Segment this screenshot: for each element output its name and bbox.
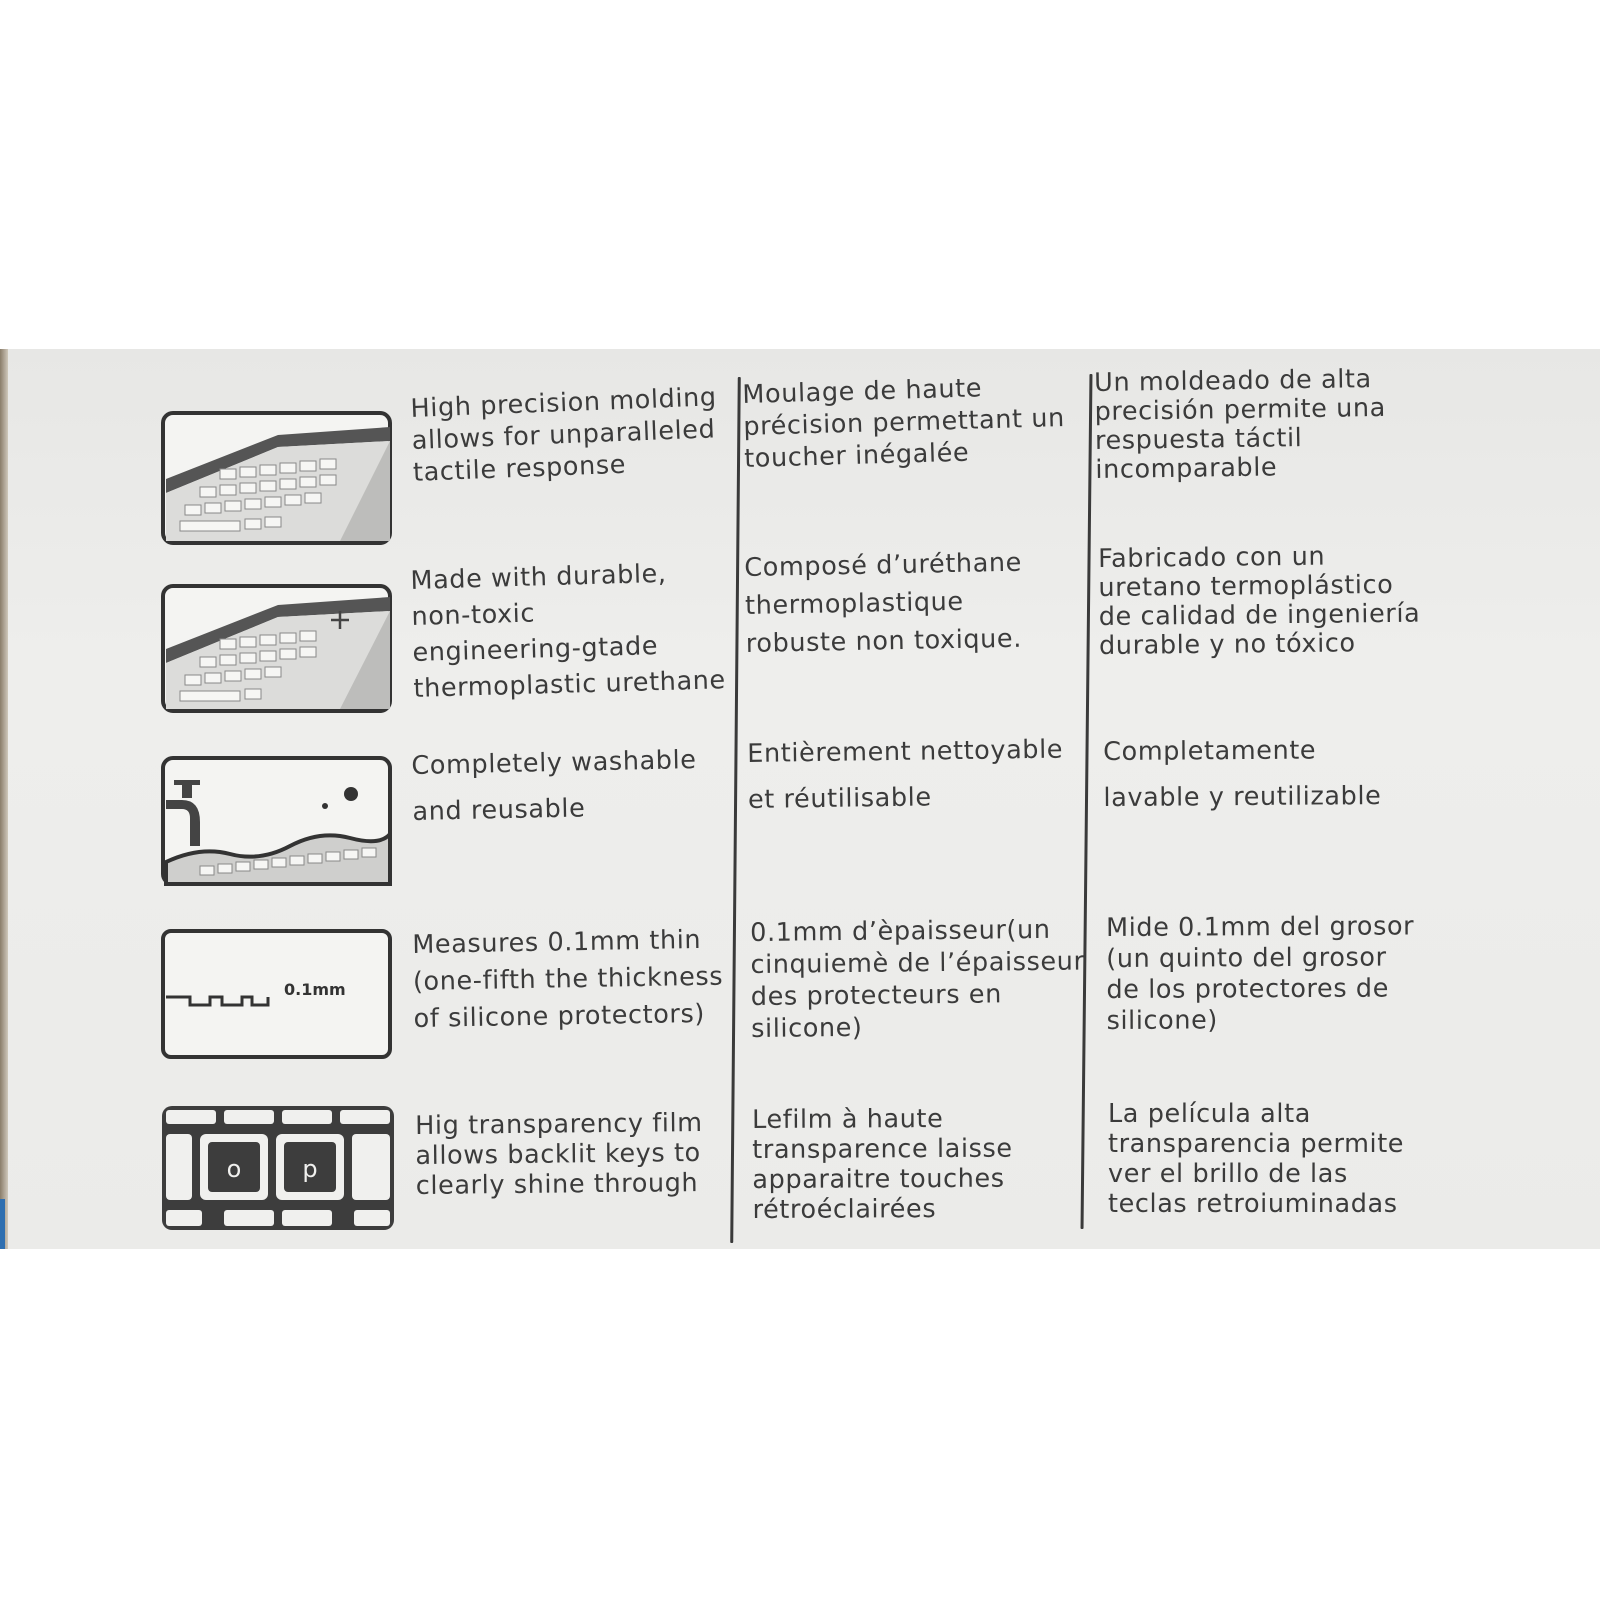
card-edge xyxy=(0,349,8,1249)
row1-spanish-text: Un moldeado de alta precisión permite una respuesta táctil incomparable xyxy=(1093,364,1387,485)
row1-english-text: High precision molding allows for unparalleled tactile response xyxy=(410,382,718,488)
row5-english-text: Hig transparency film allows backlit keys to clearly shine through xyxy=(415,1107,703,1201)
key-p-label: p xyxy=(302,1155,318,1183)
washing-faucet-icon xyxy=(160,754,394,888)
row5-french-text: Lefilm à haute transparence laisse apparaitre touches rétroéclairées xyxy=(752,1103,1013,1225)
row4-english-text: Measures 0.1mm thin (one-fifth the thickness of silicone protectors) xyxy=(412,924,724,1034)
laptop-keyboard-icon xyxy=(160,407,394,547)
row2-english-text: Made with durable, non-toxic engineering-gtade thermoplastic urethane xyxy=(410,558,727,704)
thickness-label: 0.1mm xyxy=(284,980,346,999)
row3-english-text: Completely washable and reusable xyxy=(411,745,697,827)
row3-french-text: Entièrement nettoyable et réutilisable xyxy=(747,734,1064,815)
column-divider xyxy=(1081,374,1093,1229)
row2-french-text: Composé d’uréthane thermoplastique robuste non toxique. xyxy=(744,547,1023,659)
row4-spanish-text: Mide 0.1mm del grosor (un quinto del grosor de los protectores de silicone) xyxy=(1106,911,1415,1036)
instruction-card-photo xyxy=(0,349,1600,1249)
row3-spanish-text: Completamente lavable y reutilizable xyxy=(1103,735,1382,813)
card-edge-accent xyxy=(0,1199,5,1249)
backlit-keys-icon xyxy=(160,1104,396,1232)
row5-spanish-text: La película alta transparencia permite ver el brillo de las teclas retroiuminadas xyxy=(1108,1099,1405,1219)
laptop-keyboard-sparkle-icon xyxy=(160,581,394,715)
row2-spanish-text: Fabricado con un uretano termoplástico de calidad de ingeniería durable y no tóxico xyxy=(1097,541,1421,661)
row4-french-text: 0.1mm d’èpaisseur(un cinquiemè de l’épaisseur des protecteurs en silicone) xyxy=(750,914,1085,1044)
thickness-profile-icon xyxy=(160,927,394,1061)
key-o-label: o xyxy=(226,1155,242,1183)
row1-french-text: Moulage de haute précision permettant un toucher inégalée xyxy=(742,373,1066,474)
column-divider xyxy=(730,377,741,1243)
